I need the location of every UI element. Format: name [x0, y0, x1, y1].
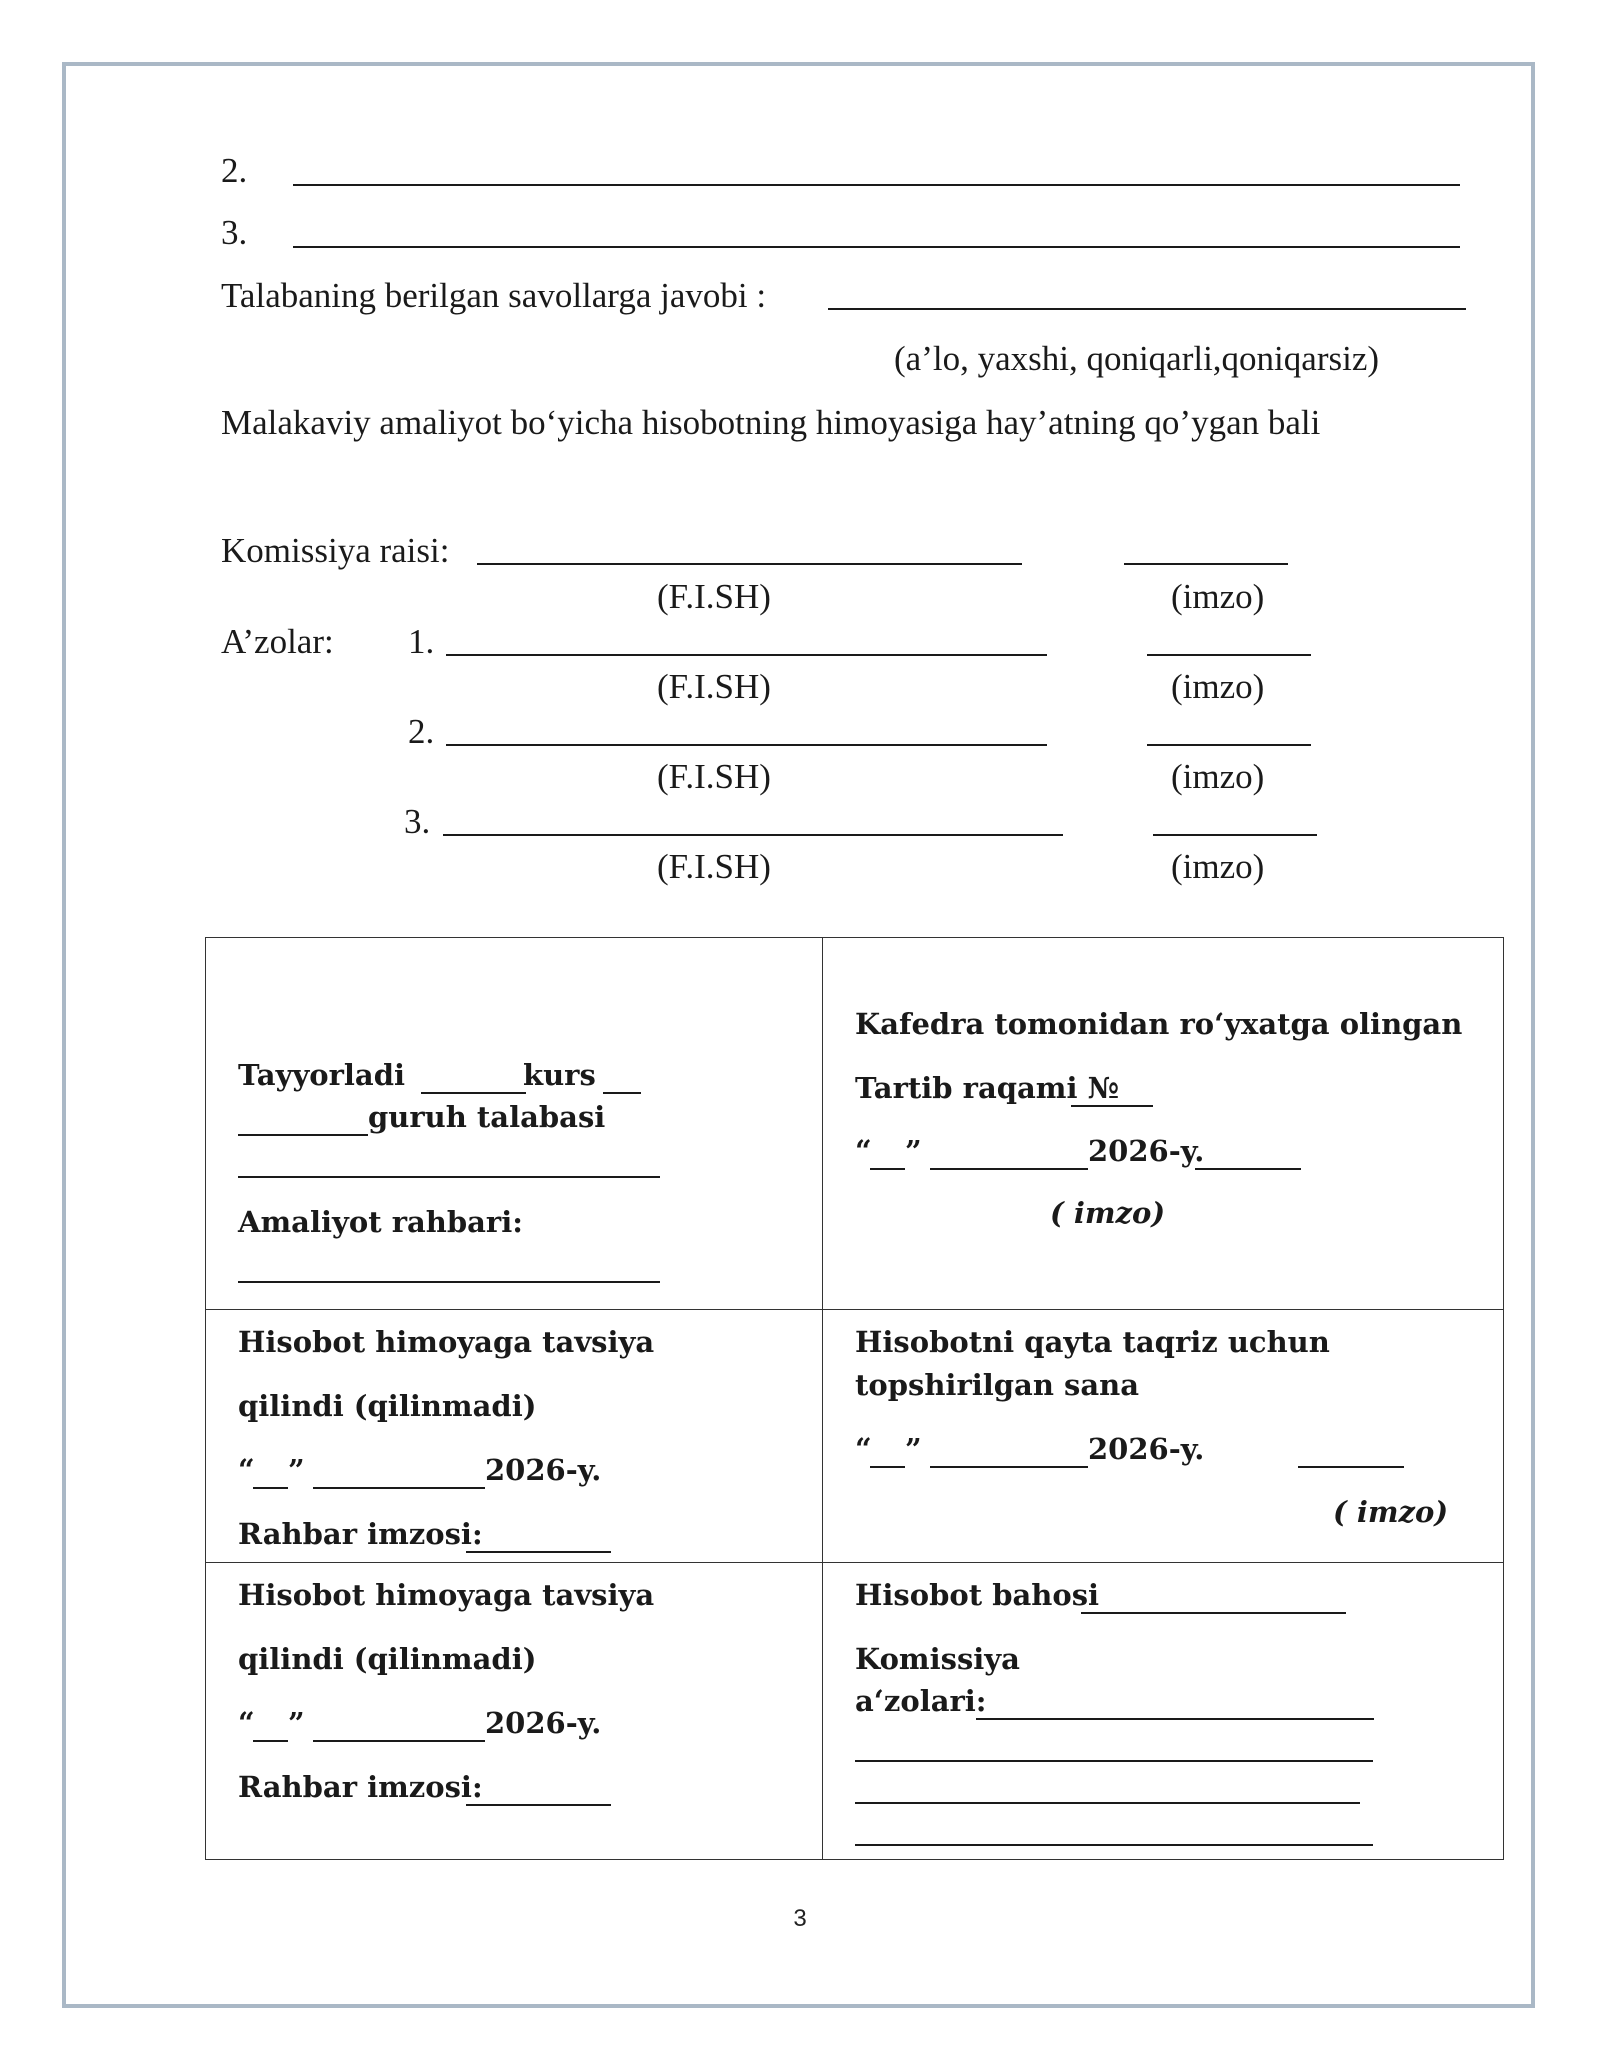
supervisor-signature-label: Rahbar imzosi: [238, 1517, 483, 1551]
cell-department-registration [823, 938, 1504, 1310]
member-blank [976, 1718, 1374, 1720]
registration-table [205, 937, 1504, 1860]
resubmission-line1: Hisobotni qayta taqriz uchun [855, 1325, 1330, 1359]
recommended-line2: qilindi (qilinmadi) [238, 1389, 537, 1423]
report-grade-blank [1081, 1612, 1346, 1614]
serial-number-blank [1071, 1105, 1153, 1107]
recommended-line1: Hisobot himoyaga tavsiya [238, 1325, 655, 1359]
year-label: 2026-y. [485, 1453, 602, 1487]
month-blank [930, 1168, 1088, 1170]
group-blank [238, 1134, 368, 1136]
supervisor-signature-blank [466, 1804, 611, 1806]
quote-close: ” [288, 1706, 305, 1740]
course-extra-blank [603, 1092, 641, 1094]
member-blank [855, 1844, 1373, 1846]
supervisor-signature-blank [466, 1551, 611, 1553]
resubmission-line2: topshirilgan sana [855, 1368, 1139, 1402]
quote-close: ” [288, 1453, 305, 1487]
month-blank [930, 1466, 1088, 1468]
member-2-signature-blank [1147, 744, 1311, 746]
quote-open: “ [855, 1432, 872, 1466]
course-label: kurs [523, 1058, 596, 1092]
fish-caption: (F.I.SH) [657, 577, 771, 616]
report-grade-label: Hisobot bahosi [855, 1578, 1100, 1612]
month-blank [313, 1487, 485, 1489]
day-blank [870, 1466, 905, 1468]
cell-recommended-2 [206, 1563, 823, 1860]
chair-name-blank [477, 563, 1022, 565]
commission-label: Komissiya [855, 1642, 1020, 1676]
quote-close: ” [905, 1432, 922, 1466]
supervisor-label: Amaliyot rahbari: [238, 1205, 523, 1239]
student-name-blank [238, 1176, 660, 1178]
prepared-label: Tayyorladi [238, 1058, 406, 1092]
supervisor-signature-label: Rahbar imzosi: [238, 1770, 483, 1804]
signature-blank [1195, 1168, 1301, 1170]
member-1-signature-blank [1147, 654, 1311, 656]
cell-resubmission-date [823, 1310, 1504, 1563]
member-2-name-blank [446, 744, 1047, 746]
recommended-line2: qilindi (qilinmadi) [238, 1642, 537, 1676]
recommended-line1: Hisobot himoyaga tavsiya [238, 1578, 655, 1612]
quote-close: ” [905, 1134, 922, 1168]
imzo-caption: (imzo) [1171, 757, 1265, 796]
day-blank [870, 1168, 905, 1170]
year-label: 2026-y. [1088, 1134, 1205, 1168]
member-blank [855, 1802, 1360, 1804]
members-label: A’zolar: [221, 622, 334, 661]
fish-caption: (F.I.SH) [657, 757, 771, 796]
imzo-caption: (imzo) [1171, 667, 1265, 706]
chair-signature-blank [1124, 563, 1288, 565]
quote-open: “ [855, 1134, 872, 1168]
answer-label: Talabaning berilgan savollarga javobi : [221, 276, 767, 315]
department-label: Kafedra tomonidan roʻyxatga olingan [855, 1007, 1463, 1041]
score-text: Malakaviy amaliyot boʻyicha hisobotning himoyasiga hay’atning qo’ygan bali [221, 403, 1321, 442]
answer-blank [828, 308, 1466, 310]
signature-blank [1298, 1466, 1404, 1468]
chair-label: Komissiya raisi: [221, 531, 450, 570]
imzo-note: ( imzo) [1333, 1495, 1449, 1529]
fish-caption: (F.I.SH) [657, 847, 771, 886]
blank-line [293, 184, 1460, 186]
member-number-3: 3. [404, 802, 431, 841]
serial-number-label: Tartib raqami № [855, 1071, 1120, 1105]
answer-hint: (a’lo, yaxshi, qoniqarli,qoniqarsiz) [894, 339, 1380, 378]
group-label: guruh talabasi [368, 1100, 606, 1134]
member-3-signature-blank [1153, 834, 1317, 836]
member-number-2: 2. [408, 712, 435, 751]
page-number: 3 [793, 1905, 807, 1932]
quote-open: “ [238, 1453, 255, 1487]
year-label: 2026-y. [485, 1706, 602, 1740]
quote-open: “ [238, 1706, 255, 1740]
members-label: aʻzolari: [855, 1684, 987, 1718]
member-number-1: 1. [408, 622, 435, 661]
cell-prepared-by [206, 938, 823, 1310]
member-1-name-blank [446, 654, 1047, 656]
blank-line [293, 246, 1460, 248]
item-number-3: 3. [221, 213, 248, 252]
item-number-2: 2. [221, 151, 248, 190]
imzo-caption: (imzo) [1171, 847, 1265, 886]
imzo-note: ( imzo) [1050, 1196, 1166, 1230]
course-blank [421, 1092, 526, 1094]
day-blank [253, 1740, 288, 1742]
day-blank [253, 1487, 288, 1489]
imzo-caption: (imzo) [1171, 577, 1265, 616]
member-blank [855, 1760, 1373, 1762]
year-label: 2026-y. [1088, 1432, 1205, 1466]
member-3-name-blank [443, 834, 1063, 836]
cell-report-grade [823, 1563, 1504, 1860]
fish-caption: (F.I.SH) [657, 667, 771, 706]
supervisor-blank [238, 1281, 660, 1283]
cell-recommended-1 [206, 1310, 823, 1563]
month-blank [313, 1740, 485, 1742]
